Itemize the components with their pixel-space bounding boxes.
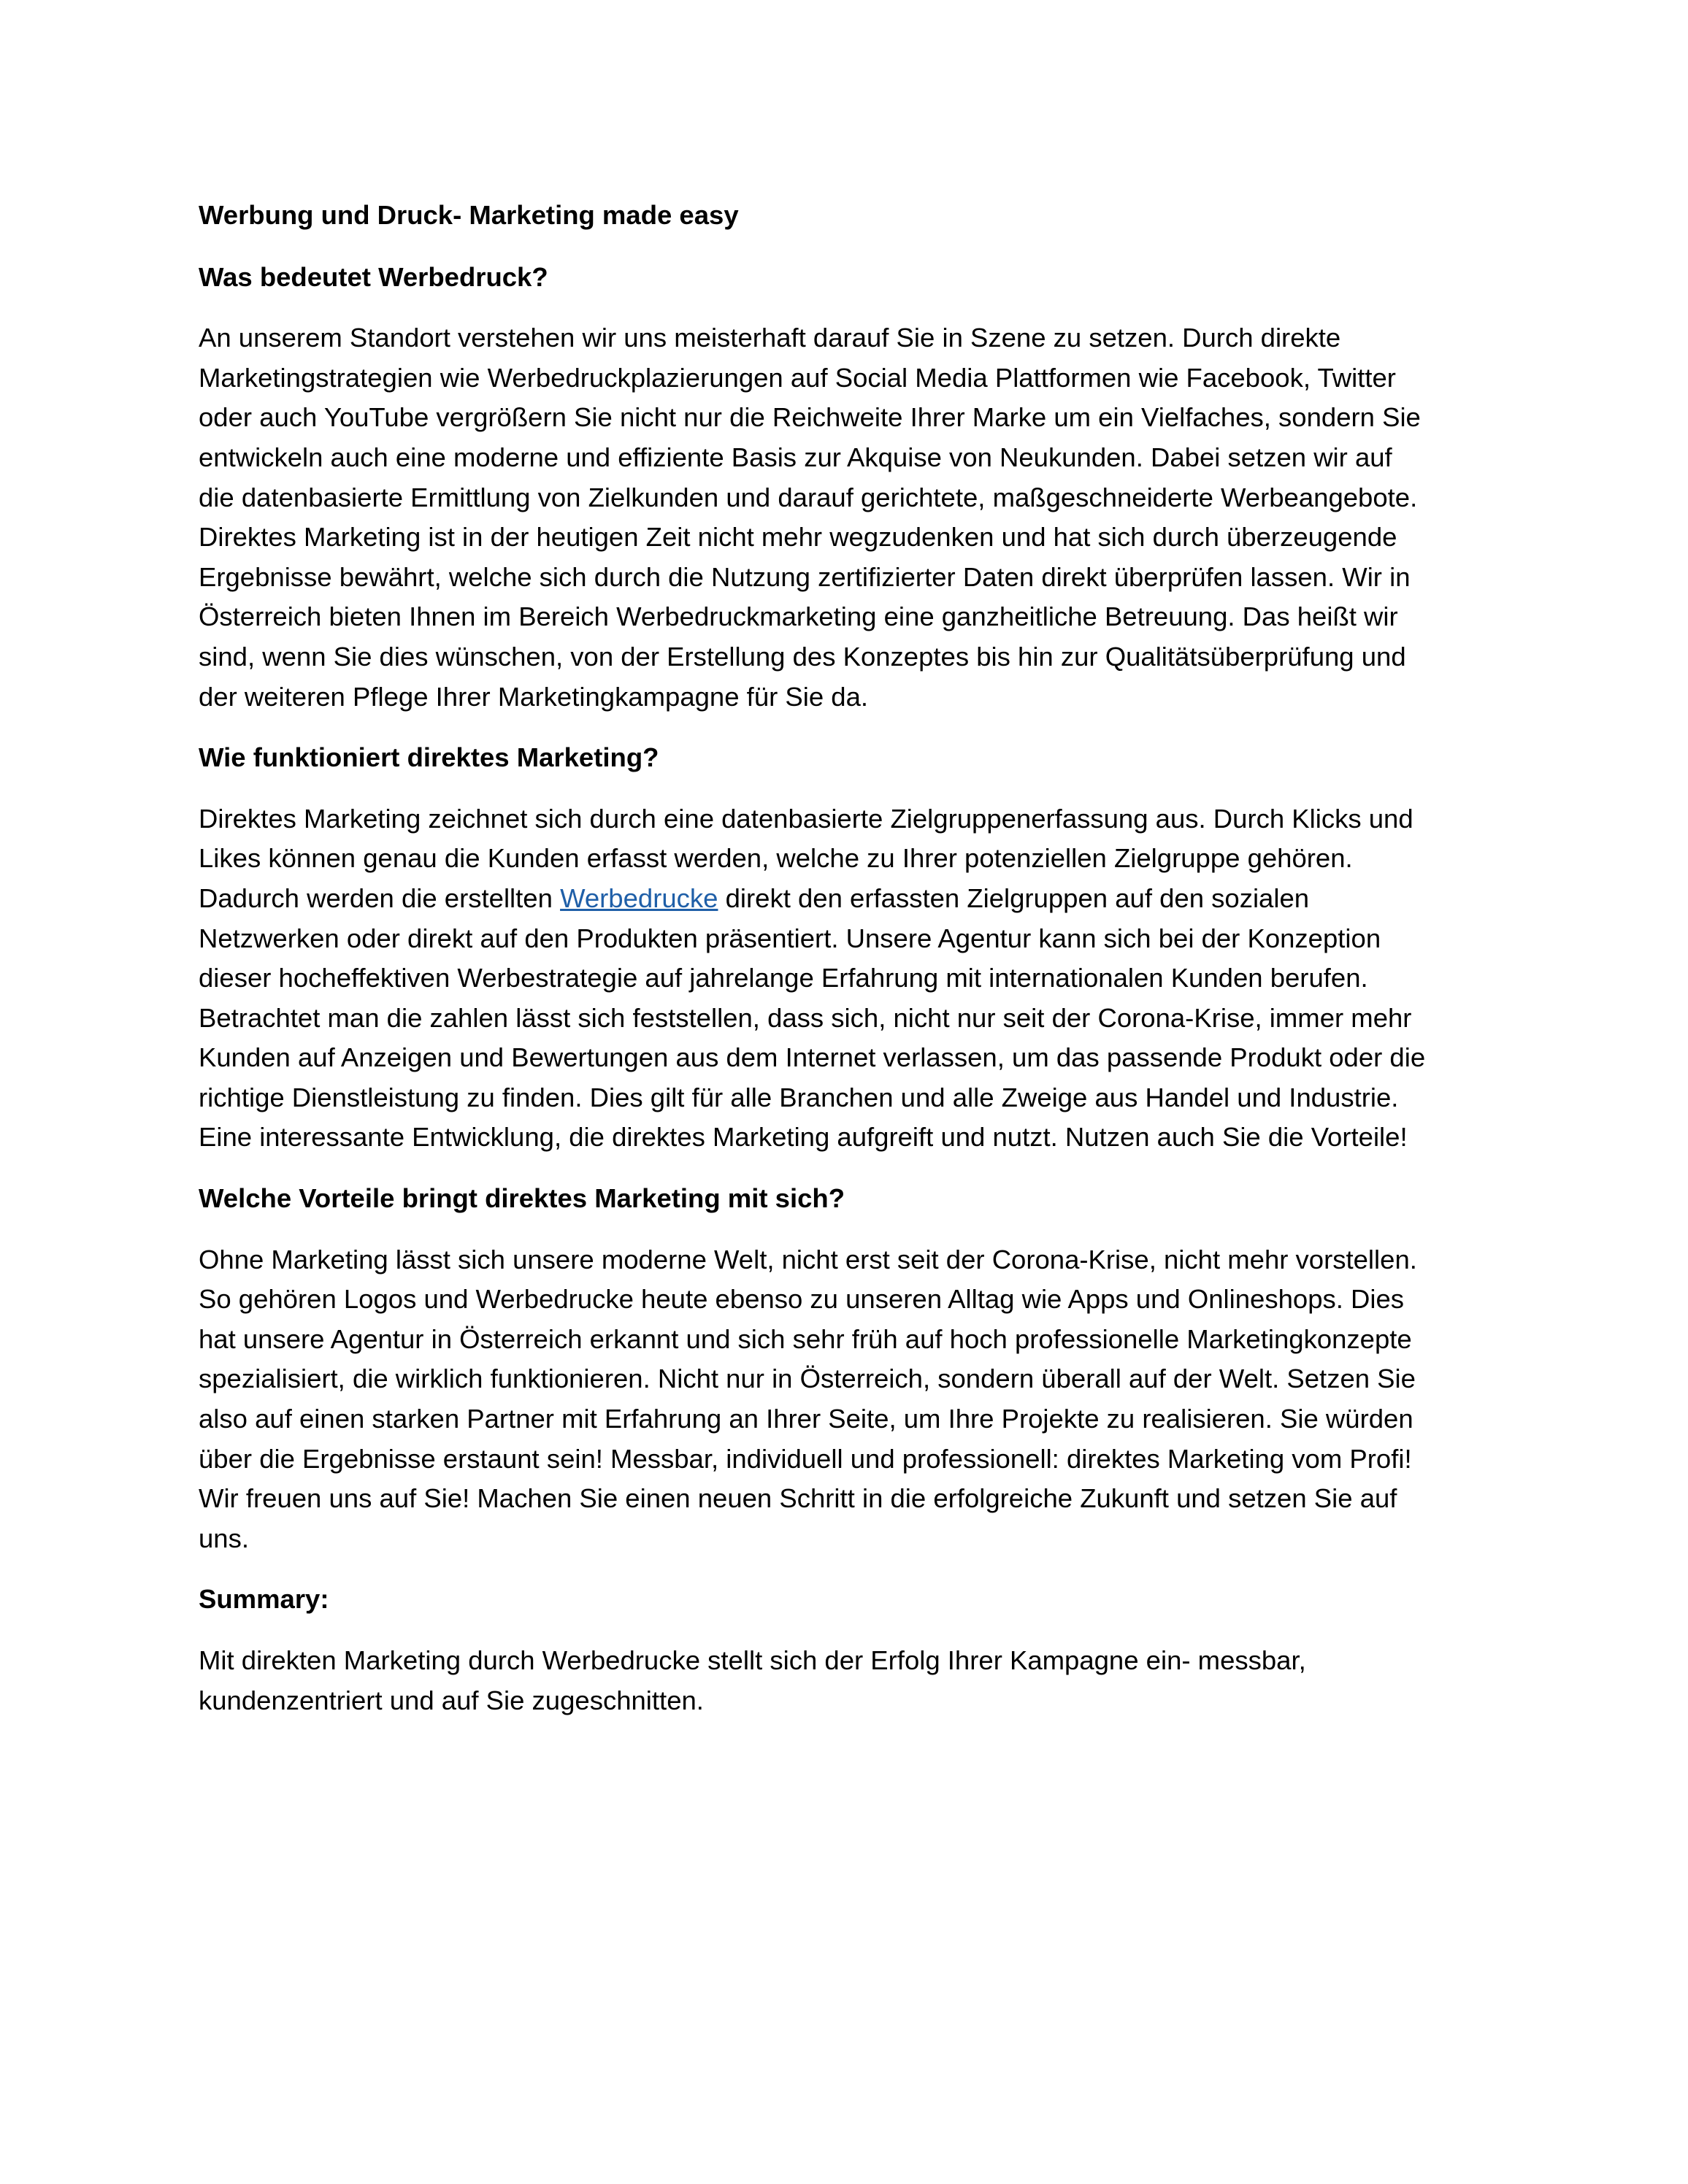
text-fragment: Dadurch werden die erstellten [199,883,561,913]
text-line: Ohne Marketing lässt sich unsere moderne Welt, nicht erst seit der Corona-Krise, nicht mehr vorstellen. [199,1244,1417,1274]
document-body [199,196,1498,1720]
text-line: entwickeln auch eine moderne und effiziente Basis zur Akquise von Neukunden. Dabei setzen wir auf [199,442,1392,472]
text-line: also auf einen starken Partner mit Erfahrung an Ihrer Seite, um Ihre Projekte zu realisieren. Sie würden [199,1404,1413,1434]
text-line: So gehören Logos und Werbedrucke heute ebenso zu unseren Alltag wie Apps und Onlineshops. Dies [199,1284,1405,1315]
text-line: Betrachtet man die zahlen lässt sich feststellen, dass sich, nicht nur seit der Corona-Krise, immer mehr [199,1002,1412,1033]
text-line: Wir freuen uns auf Sie! Machen Sie einen neuen Schritt in die erfolgreiche Zukunft und setzen Sie auf [199,1483,1397,1514]
text-line: die datenbasierte Ermittlung von Zielkunden und darauf gerichtete, maßgeschneiderte Werbeangebote. [199,482,1418,512]
section-heading-vorteile: Welche Vorteile bringt direktes Marketing mit sich? [199,1183,845,1214]
text-line: An unserem Standort verstehen wir uns meisterhaft darauf Sie in Szene zu setzen. Durch direkte [199,323,1341,353]
text-line: der weiteren Pflege Ihrer Marketingkampagne für Sie da. [199,681,869,712]
text-fragment: direkt den erfassten Zielgruppen auf den sozialen [718,883,1310,913]
document-title: Werbung und Druck- Marketing made easy [199,200,739,230]
paragraph-summary [199,1641,1498,1720]
text-line: oder auch YouTube vergrößern Sie nicht nur die Reichweite Ihrer Marke um ein Vielfaches, sondern Sie [199,402,1421,433]
text-line: Direktes Marketing zeichnet sich durch eine datenbasierte Zielgruppenerfassung aus. Durch Klicks und [199,803,1413,834]
section-heading-summary: Summary: [199,1584,329,1615]
text-line: richtige Dienstleistung zu finden. Dies gilt für alle Branchen und alle Zweige aus Handel und Industrie. [199,1082,1399,1112]
text-line: Mit direkten Marketing durch Werbedrucke stellt sich der Erfolg Ihrer Kampagne ein- messbar, [199,1645,1306,1675]
text-line: spezialisiert, die wirklich funktionieren. Nicht nur in Österreich, sondern überall auf der Welt. Setzen Sie [199,1364,1416,1394]
paragraph-werbedruck [199,318,1498,717]
text-line: Netzwerken oder direkt auf den Produkten präsentiert. Unsere Agentur kann sich bei der Konzeption [199,923,1381,953]
text-line: hat unsere Agentur in Österreich erkannt und sich sehr früh auf hoch professionelle Marketingkonzepte [199,1323,1412,1354]
text-line: Marketingstrategien wie Werbedruckplazierungen auf Social Media Plattformen wie Facebook, Twitter [199,362,1396,393]
text-line: Direktes Marketing ist in der heutigen Zeit nicht mehr wegzudenken und hat sich durch überzeugende [199,522,1397,553]
section-heading-direktes-marketing: Wie funktioniert direktes Marketing? [199,742,659,773]
text-line: über die Ergebnisse erstaunt sein! Messbar, individuell und professionell: direktes Marketing vom Profi! [199,1443,1412,1474]
werbedrucke-link[interactable]: Werbedrucke [560,883,718,913]
text-line: Ergebnisse bewährt, welche sich durch die Nutzung zertifizierter Daten direkt überprüfen lassen. Wir in [199,561,1411,592]
text-line: dieser hocheffektiven Werbestrategie auf jahrelange Erfahrung mit internationalen Kunden berufen. [199,963,1368,993]
text-line: Likes können genau die Kunden erfasst werden, welche zu Ihrer potenziellen Zielgruppe gehören. [199,843,1353,874]
text-line: sind, wenn Sie dies wünschen, von der Erstellung des Konzeptes bis hin zur Qualitätsüberprüfung und [199,641,1406,672]
text-line-with-link [199,879,1498,919]
text-line: Kunden auf Anzeigen und Bewertungen aus dem Internet verlassen, um das passende Produkt oder die [199,1042,1426,1073]
section-heading-werbedruck: Was bedeutet Werbedruck? [199,261,548,292]
paragraph-vorteile [199,1240,1498,1559]
text-line: uns. [199,1523,249,1553]
text-line: Österreich bieten Ihnen im Bereich Werbedruckmarketing eine ganzheitliche Betreuung. Das heißt wir [199,601,1398,632]
text-line: Eine interessante Entwicklung, die direktes Marketing aufgreift und nutzt. Nutzen auch Sie die Vorteile! [199,1122,1408,1153]
paragraph-direktes-marketing [199,799,1498,1158]
text-line: kundenzentriert und auf Sie zugeschnitten. [199,1685,704,1715]
